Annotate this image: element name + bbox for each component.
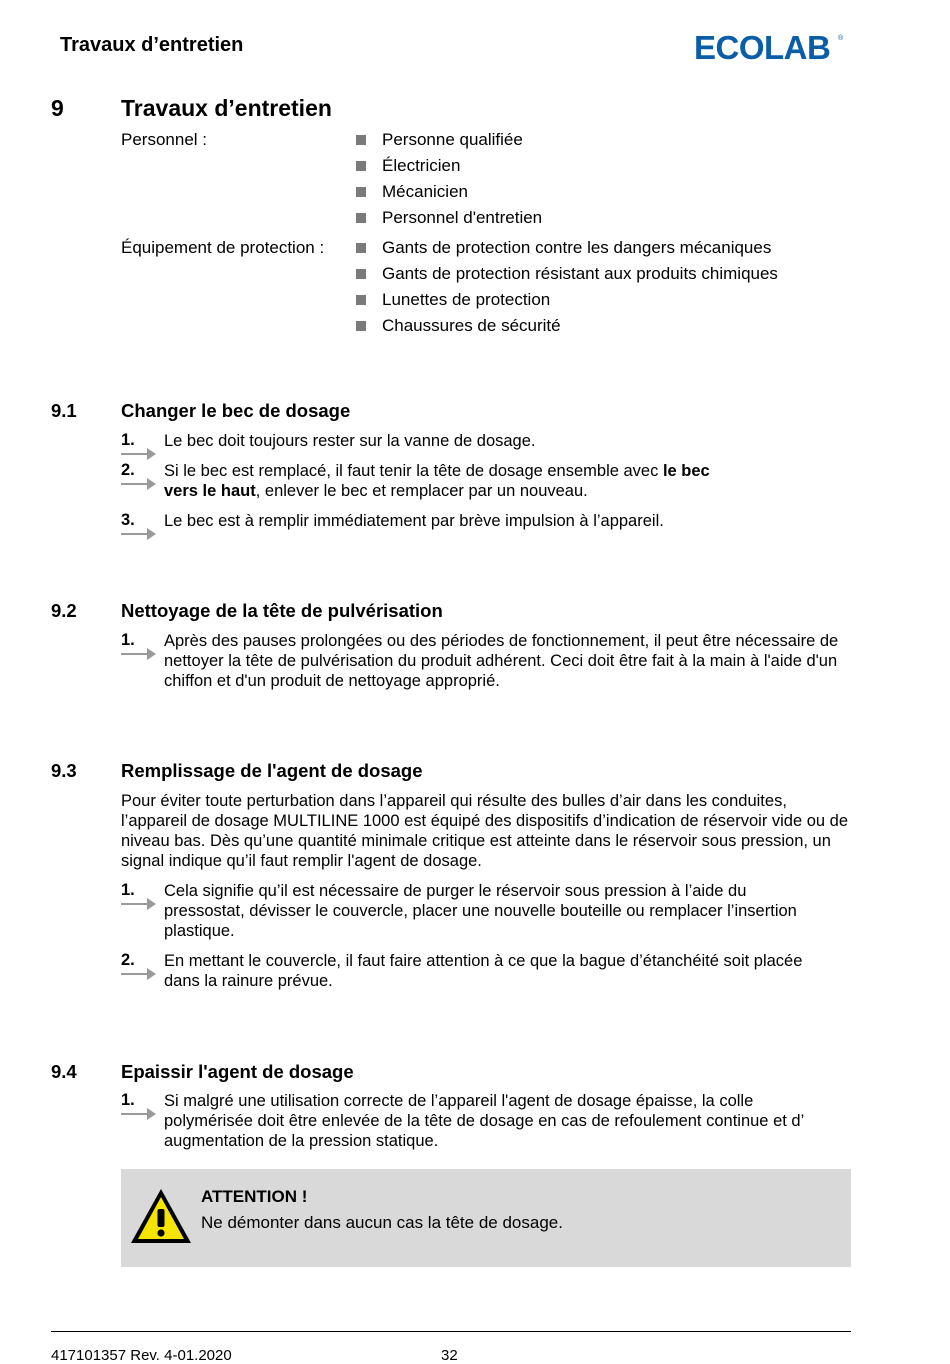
list-item: Lunettes de protection — [382, 290, 551, 309]
bullet-icon — [356, 295, 366, 305]
section-number: 9.1 — [51, 400, 77, 421]
list-item: Gants de protection contre les dangers mécaniques — [382, 238, 772, 257]
section-number: 9 — [51, 95, 64, 121]
attention-text: Ne démonter dans aucun cas la tête de dosage. — [201, 1213, 563, 1232]
step-arrow-icon — [147, 448, 156, 460]
step-text: Le bec est à remplir immédiatement par brève impulsion à l’appareil. — [164, 512, 664, 530]
step-number: 1. — [121, 431, 135, 450]
svg-text:ECOLAB: ECOLAB — [694, 29, 831, 64]
step-text: Le bec doit toujours rester sur la vanne de dosage. — [164, 432, 536, 450]
bullet-icon — [356, 213, 366, 223]
footer-doc-ref: 417101357 Rev. 4-01.2020 — [51, 1347, 232, 1364]
step-arrow-icon — [147, 528, 156, 540]
step-text: Si le bec est remplacé, il faut tenir la tête de dosage ensemble avec le bec vers le haut, enlever le bec et remplacer par un nouveau. — [164, 462, 710, 500]
footer-divider — [51, 1331, 851, 1332]
section-title: Travaux d’entretien — [121, 95, 332, 121]
step-number: 3. — [121, 511, 135, 530]
section-number: 9.3 — [51, 760, 77, 781]
step-text: Si malgré une utilisation correcte de l’appareil l'agent de dosage épaisse, la colle polymérisée doit être enlevée de la tête de dosage en cas de refoulement continue et d’ augmentation de la pression statique. — [164, 1092, 804, 1150]
section-number: 9.4 — [51, 1061, 77, 1082]
section-title: Nettoyage de la tête de pulvérisation — [121, 600, 443, 621]
section-paragraph: Pour éviter toute perturbation dans l’appareil qui résulte des bulles d’air dans les conduites, l’appareil de dosage MULTILINE 1000 est équipé des dispositifs d’indication de réservoir vide ou de niveau bas. Dès qu’une quantité minimale critique est atteinte dans le réservoir sous pression, un signal indique qu’il faut remplir l'agent de dosage. — [121, 792, 849, 870]
list-item: Chaussures de sécurité — [382, 316, 561, 335]
header-title: Travaux d’entretien — [60, 34, 244, 56]
bullet-icon — [356, 269, 366, 279]
step-text: Cela signifie qu’il est nécessaire de purger le réservoir sous pression à l’aide du pressostat, dévisser le couvercle, placer une nouvelle bouteille ou remplacer l’insertion plastique. — [164, 882, 797, 940]
section-title: Epaissir l'agent de dosage — [121, 1061, 354, 1082]
protection-label: Équipement de protection : — [121, 238, 325, 257]
bullet-icon — [356, 187, 366, 197]
step-text: En mettant le couvercle, il faut faire attention à ce que la bague d’étanchéité soit placée dans la rainure prévue. — [164, 952, 803, 990]
page-number: 32 — [441, 1347, 458, 1364]
list-item: Gants de protection résistant aux produits chimiques — [382, 264, 778, 283]
section-title: Remplissage de l'agent de dosage — [121, 760, 423, 781]
bullet-icon — [356, 321, 366, 331]
bullet-icon — [356, 243, 366, 253]
list-item: Personne qualifiée — [382, 130, 523, 149]
step-number: 2. — [121, 461, 135, 480]
bullet-icon — [356, 161, 366, 171]
attention-title: ATTENTION ! — [201, 1187, 308, 1206]
warning-triangle-icon — [129, 1187, 193, 1245]
step-text: Après des pauses prolongées ou des périodes de fonctionnement, il peut être nécessaire de nettoyer la tête de pulvérisation du produit adhérent. Ceci doit être fait à la main à l'aide d'un chiffon et d'un produit de nettoyage approprié. — [164, 632, 839, 690]
ecolab-logo — [694, 28, 844, 64]
bullet-icon — [356, 135, 366, 145]
section-number: 9.2 — [51, 600, 77, 621]
list-item: Personnel d'entretien — [382, 208, 543, 227]
personnel-label: Personnel : — [121, 130, 207, 149]
attention-box — [121, 1169, 851, 1267]
section-title: Changer le bec de dosage — [121, 400, 351, 421]
step-number: 2. — [121, 951, 135, 970]
svg-text:®: ® — [838, 35, 844, 42]
list-item: Électricien — [382, 156, 461, 175]
step-arrow-icon — [147, 478, 156, 490]
step-number: 1. — [121, 631, 135, 650]
step-arrow-icon — [147, 1108, 156, 1120]
step-number: 1. — [121, 881, 135, 900]
step-arrow-icon — [147, 648, 156, 660]
list-item: Mécanicien — [382, 182, 468, 201]
step-arrow-icon — [147, 968, 156, 980]
step-number: 1. — [121, 1091, 135, 1110]
step-arrow-icon — [147, 898, 156, 910]
